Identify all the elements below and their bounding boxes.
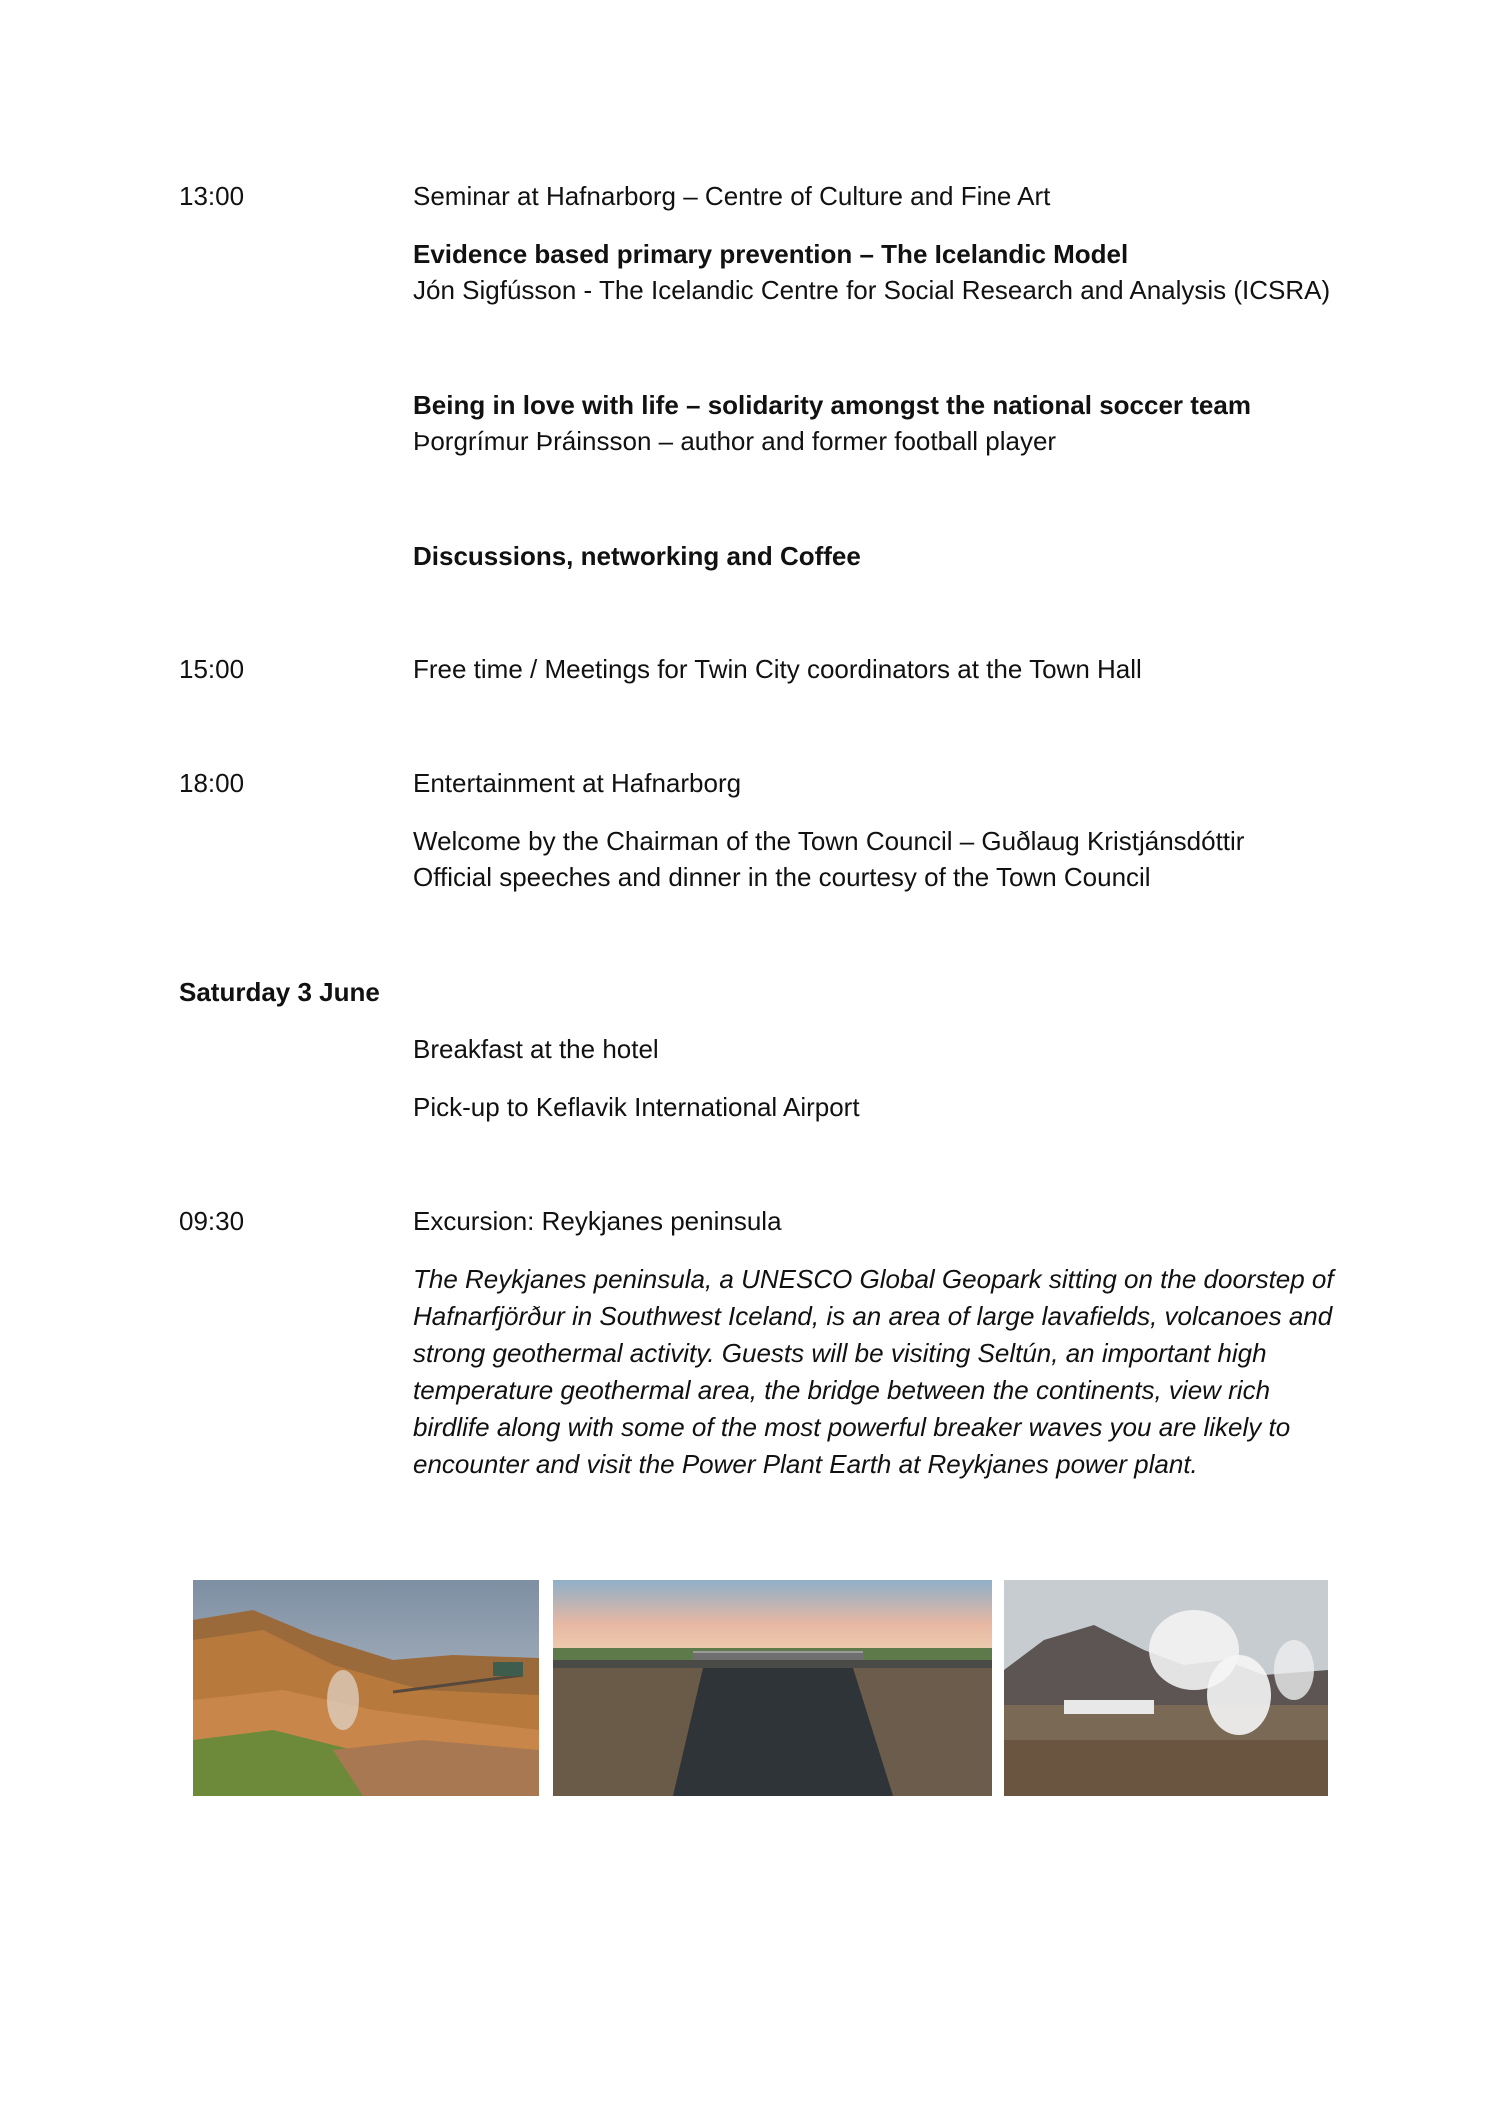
time-1800: 18:00: [179, 768, 245, 798]
talk2-speaker: Þorgrímur Þráinsson – author and former football player: [413, 426, 1057, 456]
breakfast-item: Breakfast at the hotel: [413, 1034, 659, 1064]
speeches-line: Official speeches and dinner in the courtesy of the Town Council: [413, 862, 1151, 892]
bridge-between-continents-photo: [553, 1580, 992, 1796]
geothermal-valley-icon: [193, 1580, 539, 1796]
time-1500: 15:00: [179, 654, 245, 684]
free-time-item: Free time / Meetings for Twin City coordinators at the Town Hall: [413, 654, 1142, 684]
excursion-title: Excursion: Reykjanes peninsula: [413, 1206, 782, 1236]
geothermal-valley-photo: [193, 1580, 539, 1796]
talk2-title: Being in love with life – solidarity amongst the national soccer team: [413, 390, 1251, 420]
seminar-title: Seminar at Hafnarborg – Centre of Culture and Fine Art: [413, 181, 1051, 211]
talk1-title: Evidence based primary prevention – The Icelandic Model: [413, 239, 1129, 269]
bridge-between-continents-icon: [553, 1580, 992, 1796]
time-0930: 09:30: [179, 1206, 245, 1236]
description-line: strong geothermal activity. Guests will be visiting Seltún, an important high: [413, 1338, 1267, 1368]
discussion-item: Discussions, networking and Coffee: [413, 541, 861, 571]
entertainment-title: Entertainment at Hafnarborg: [413, 768, 742, 798]
welcome-line: Welcome by the Chairman of the Town Council – Guðlaug Kristjánsdóttir: [413, 826, 1245, 856]
time-1300: 13:00: [179, 181, 245, 211]
day-heading: Saturday 3 June: [179, 977, 380, 1007]
description-line: temperature geothermal area, the bridge between the continents, view rich: [413, 1375, 1271, 1405]
talk1-speaker: Jón Sigfússon - The Icelandic Centre for Social Research and Analysis (ICSRA): [413, 275, 1331, 305]
description-line: encounter and visit the Power Plant Earth at Reykjanes power plant.: [413, 1449, 1198, 1479]
power-plant-photo: [1004, 1580, 1328, 1796]
excursion-description: [413, 1261, 1343, 1483]
pickup-item: Pick-up to Keflavik International Airport: [413, 1092, 860, 1122]
description-line: The Reykjanes peninsula, a UNESCO Global Geopark sitting on the doorstep of: [413, 1264, 1334, 1294]
description-line: birdlife along with some of the most powerful breaker waves you are likely to: [413, 1412, 1291, 1442]
power-plant-icon: [1004, 1580, 1328, 1796]
description-line: Hafnarfjörður in Southwest Iceland, is an area of large lavafields, volcanoes and: [413, 1301, 1333, 1331]
